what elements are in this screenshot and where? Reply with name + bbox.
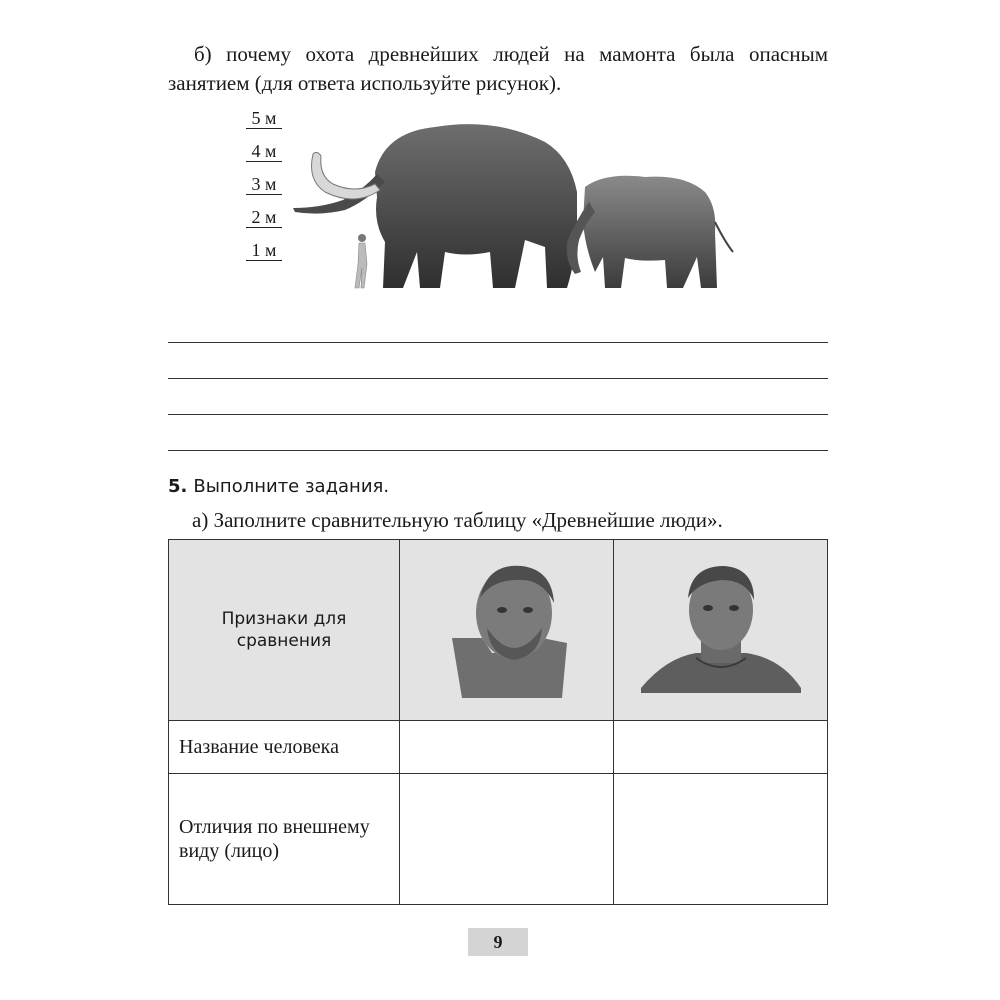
answer-line-2[interactable] [168, 378, 828, 379]
cell-name-1[interactable] [400, 721, 614, 774]
scale-tick-1m: 1 м [246, 240, 282, 261]
question-line-2: занятием (для ответа используйте рисунок). [168, 71, 562, 95]
table-header-row [169, 540, 828, 721]
answer-line-1[interactable] [168, 342, 828, 343]
table-row [169, 774, 828, 905]
answer-line-3[interactable] [168, 414, 828, 415]
comparison-table [168, 539, 828, 905]
elephant-figure [567, 176, 733, 288]
question-text [168, 40, 828, 98]
scale-tick-2m: 2 м [246, 207, 282, 228]
row-label-name: Название человека [169, 721, 400, 774]
cell-appearance-2[interactable] [614, 774, 828, 905]
answer-line-4[interactable] [168, 450, 828, 451]
mammoth-figure [293, 124, 577, 288]
page-number: 9 [468, 928, 528, 956]
scale-tick-3m: 3 м [246, 174, 282, 195]
task-5a-instruction: а) Заполните сравнительную таблицу «Древнейшие люди». [192, 508, 723, 532]
cell-name-2[interactable] [614, 721, 828, 774]
task-5-title: Выполните задания. [193, 476, 390, 497]
bust-2-cell [614, 540, 828, 721]
ancient-man-bust-2 [636, 558, 806, 698]
mammoth-elephant-human-illustration [285, 112, 745, 297]
table-row [169, 721, 828, 774]
question-line-1: б) почему охота древнейших людей на мамонта была опасным [194, 42, 828, 66]
criteria-header: Признаки для сравнения [169, 540, 400, 721]
task-5-heading [168, 476, 389, 497]
task-5-number: 5. [168, 476, 188, 497]
scale-tick-5m: 5 м [246, 108, 282, 129]
ancient-man-bust-1 [442, 558, 572, 698]
cell-appearance-1[interactable] [400, 774, 614, 905]
bust-1-cell [400, 540, 614, 721]
scale-tick-4m: 4 м [246, 141, 282, 162]
human-figure [355, 234, 367, 288]
row-label-appearance: Отличия по внешнему виду (лицо) [169, 774, 400, 905]
